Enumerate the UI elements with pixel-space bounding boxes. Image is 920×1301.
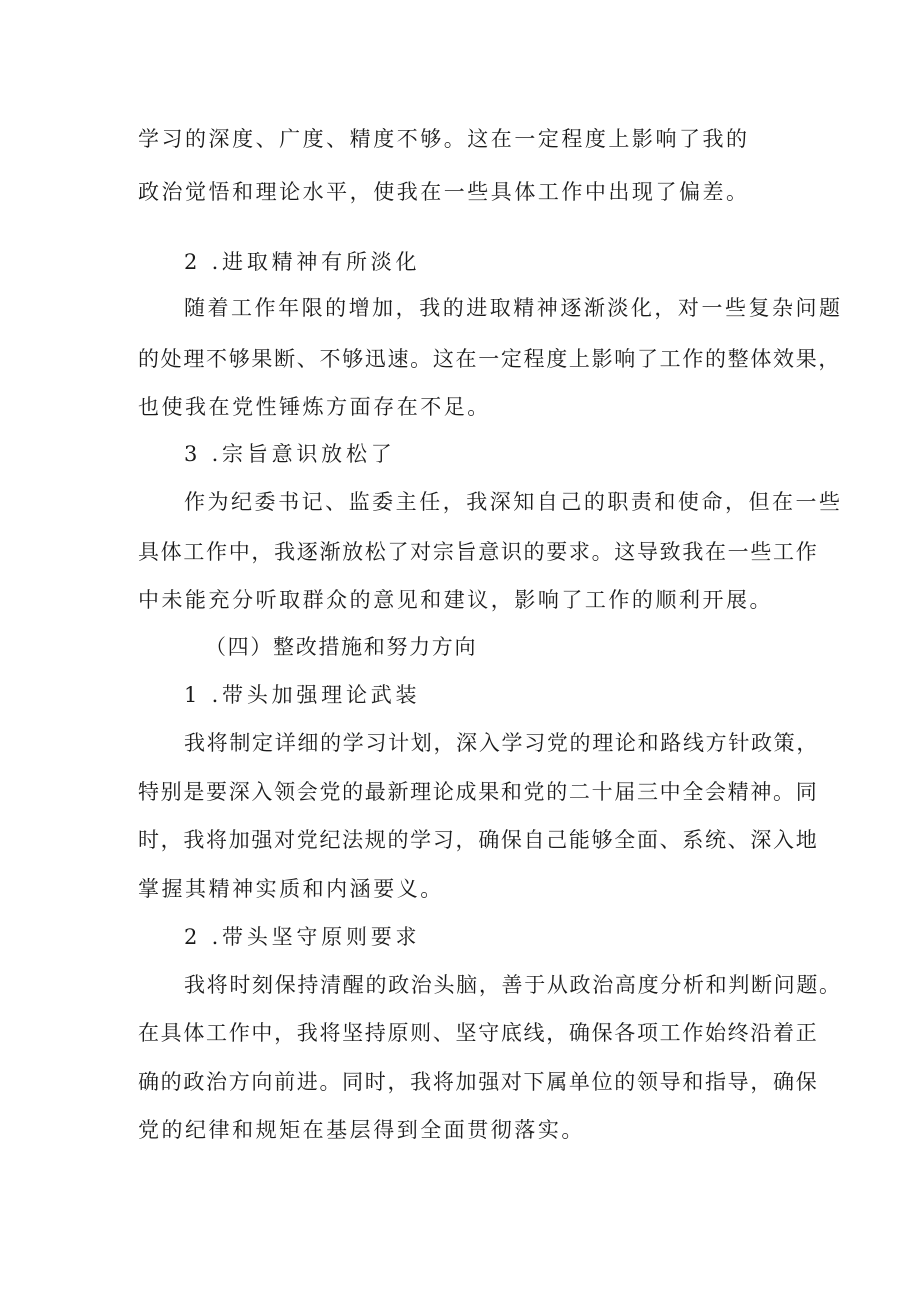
body-text-line: 在具体工作中，我将坚持原则、坚守底线，确保各项工作始终沿着正	[138, 1021, 819, 1045]
body-text-line: 我将时刻保持清醒的政治头脑，善于从政治高度分析和判断问题。	[184, 973, 842, 997]
subsection-heading: （四）整改措施和努力方向	[205, 635, 478, 659]
body-text-line: 随着工作年限的增加，我的进取精神逐渐淡化，对一些复杂问题	[184, 296, 843, 320]
body-text-line: 具体工作中，我逐渐放松了对宗旨意识的要求。这导致我在一些工作	[138, 540, 819, 564]
body-text-line: 中未能充分听取群众的意见和建议，影响了工作的顺利开展。	[138, 588, 774, 612]
body-text-line: 时，我将加强对党纪法规的学习，确保自己能够全面、系统、深入地	[138, 828, 819, 852]
section-heading: 1 .带头加强理论武装	[184, 683, 421, 707]
body-text-line: 也使我在党性锤炼方面存在不足。	[138, 395, 491, 419]
body-text-line: 我将制定详细的学习计划，深入学习党的理论和路线方针政策，	[184, 731, 820, 755]
section-heading: 2 .带头坚守原则要求	[184, 925, 421, 949]
body-text-line: 学习的深度、广度、精度不够。这在一定程度上影响了我的	[138, 127, 750, 151]
body-text-line: 党的纪律和规矩在基层得到全面贯彻落实。	[138, 1118, 585, 1142]
body-text-line: 特别是要深入领会党的最新理论成果和党的二十届三中全会精神。同	[138, 780, 819, 804]
body-text-line: 掌握其精神实质和内涵要义。	[138, 877, 444, 901]
body-text-line: 作为纪委书记、监委主任，我深知自己的职责和使命，但在一些	[184, 490, 843, 514]
body-text-line: 政治觉悟和理论水平，使我在一些具体工作中出现了偏差。	[138, 180, 750, 204]
body-text-line: 的处理不够果断、不够迅速。这在一定程度上影响了工作的整体效果，	[138, 347, 842, 371]
section-heading: 3 .宗旨意识放松了	[184, 442, 396, 466]
section-heading: 2 .进取精神有所淡化	[184, 250, 421, 274]
body-text-line: 确的政治方向前进。同时，我将加强对下属单位的领导和指导，确保	[138, 1070, 819, 1094]
